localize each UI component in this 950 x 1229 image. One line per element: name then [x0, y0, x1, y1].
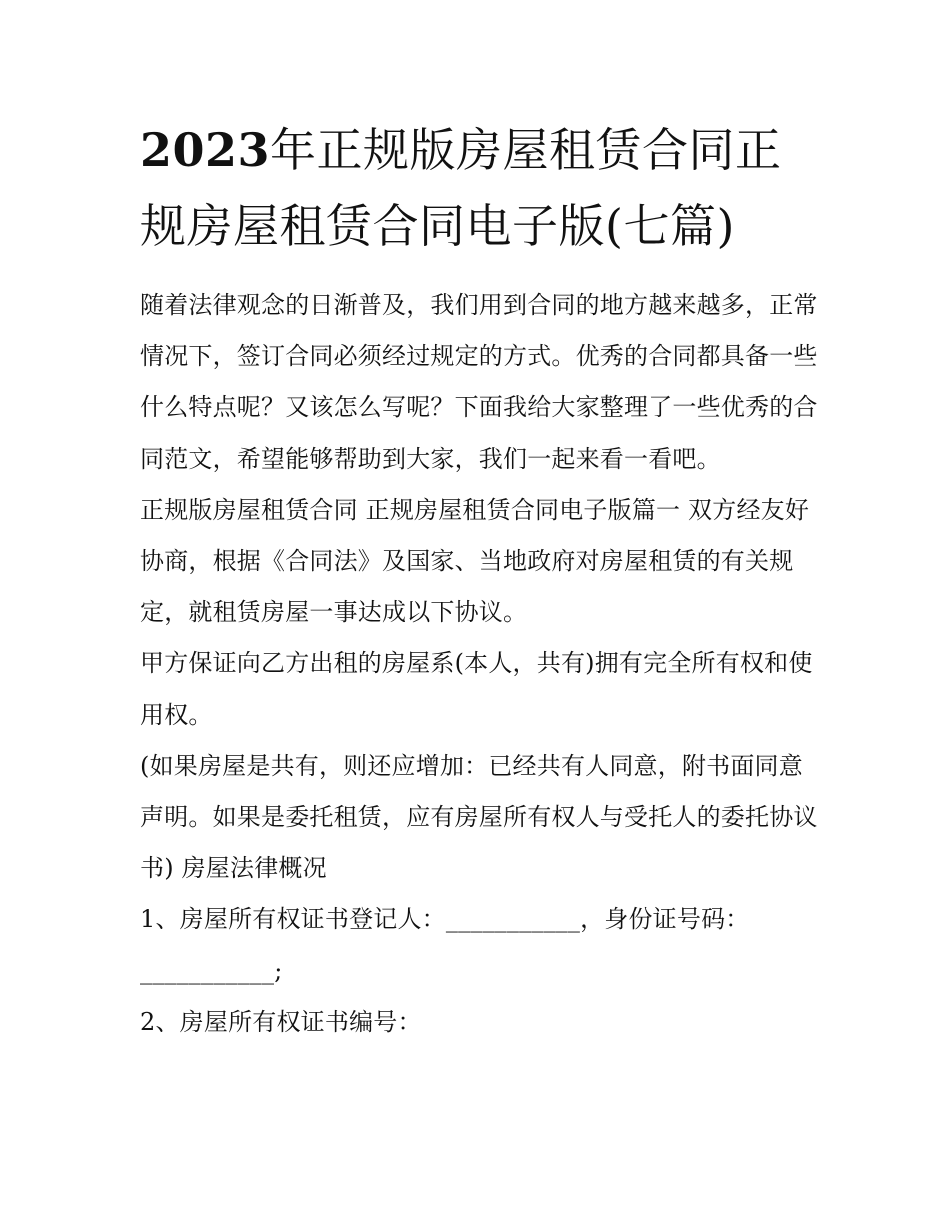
document-title	[140, 112, 820, 264]
title-year: 2023	[140, 123, 271, 177]
paragraph-clause-1: 1、房屋所有权证书登记人：___________，身份证号码：___________;	[140, 905, 750, 985]
paragraph-intro: 随着法律观念的日渐普及，我们用到合同的地方越来越多，正常情况下，签订合同必须经过规定的方式。优秀的合同都具备一些什么特点呢？又该怎么写呢？下面我给大家整理了一些优秀的合同范文，希望能够帮助到大家，我们一起来看一看吧。	[140, 291, 818, 473]
document-page	[140, 112, 820, 1048]
paragraph-ownership: 甲方保证向乙方出租的房屋系(本人，共有)拥有完全所有权和使用权。	[140, 649, 813, 729]
paragraph-contract-heading: 正规版房屋租赁合同 正规房屋租赁合同电子版篇一 双方经友好协商，根据《合同法》及国家、当地政府对房屋租赁的有关规定，就租赁房屋一事达成以下协议。	[140, 495, 810, 627]
paragraph-clause-2: 2、房屋所有权证书编号：	[140, 1007, 422, 1036]
paragraph-shared-ownership: (如果房屋是共有，则还应增加：已经共有人同意，附书面同意声明。如果是委托租赁，应有房屋所有权人与受托人的委托协议书) 房屋法律概况	[140, 751, 818, 883]
document-body	[140, 280, 820, 1048]
title-text: 年正规版房屋租赁合同正规房屋租赁合同电子版(七篇)	[140, 123, 782, 253]
